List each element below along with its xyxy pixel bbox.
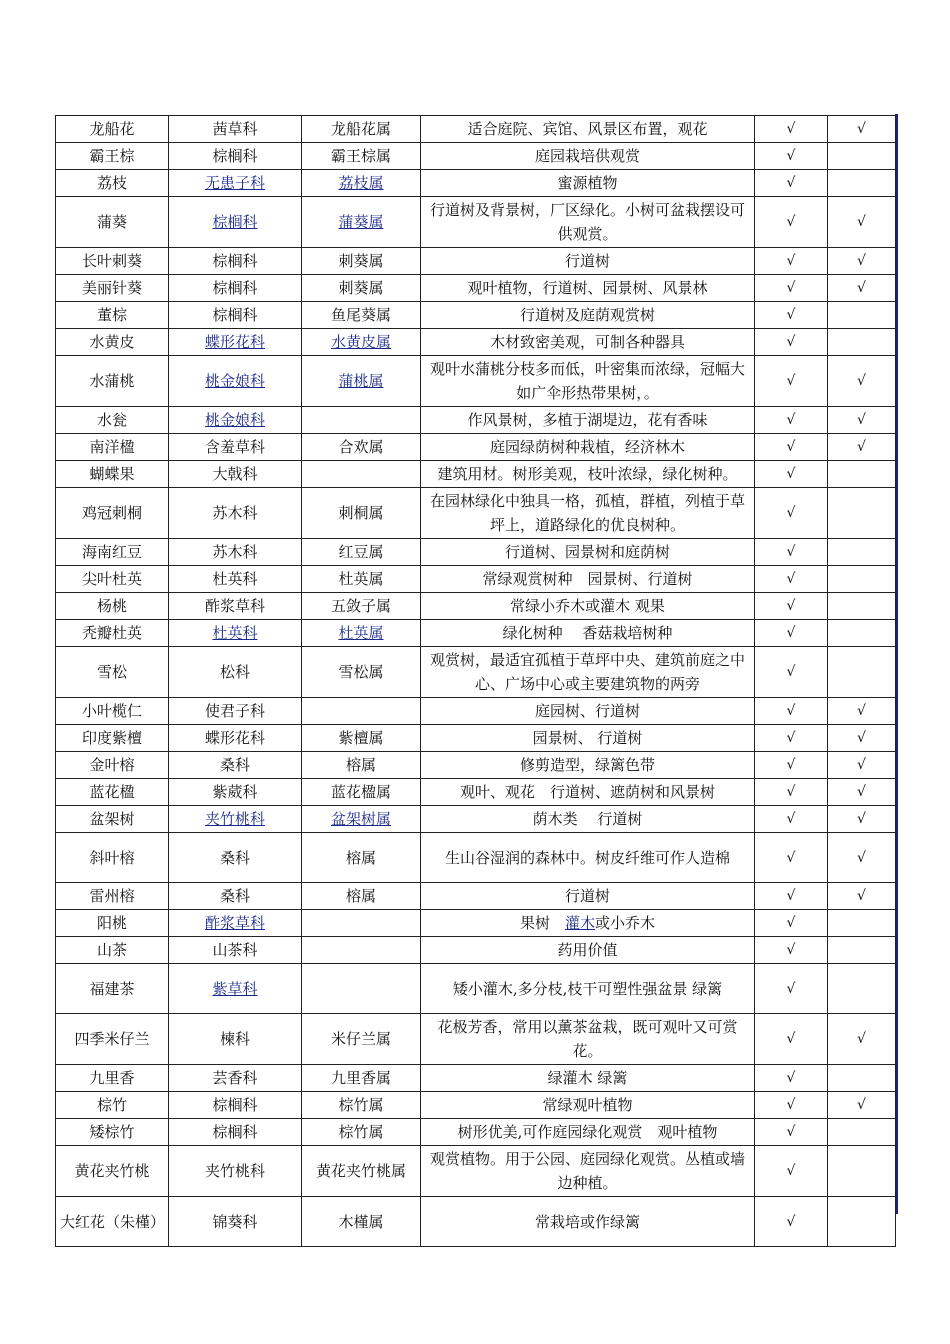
check-cell-1: √ <box>755 275 828 302</box>
family-link[interactable]: 无患子科 <box>204 174 265 192</box>
plant-name-cell: 小叶榄仁 <box>56 698 169 725</box>
check-cell-2: √ <box>828 248 896 275</box>
family-cell <box>169 170 302 197</box>
table-row <box>56 275 896 302</box>
check-cell-1: √ <box>755 356 828 407</box>
table-row <box>56 434 896 461</box>
family-cell: 棕榈科 <box>169 275 302 302</box>
plant-name-cell: 董棕 <box>56 302 169 329</box>
check-cell-2 <box>828 964 896 1014</box>
plant-name-cell: 杨桃 <box>56 593 169 620</box>
family-cell: 棕榈科 <box>169 1119 302 1146</box>
genus-link[interactable]: 蒲葵属 <box>338 213 384 231</box>
use-text-pre: 果树 <box>519 914 565 932</box>
plant-name-cell: 福建茶 <box>56 964 169 1014</box>
family-cell: 桑科 <box>169 833 302 883</box>
family-cell: 蝶形花科 <box>169 725 302 752</box>
plant-name-cell: 龙船花 <box>56 116 169 143</box>
family-cell <box>169 620 302 647</box>
check-cell-2 <box>828 566 896 593</box>
genus-cell: 黄花夹竹桃属 <box>302 1146 421 1197</box>
family-cell: 楝科 <box>169 1014 302 1065</box>
plant-name-cell: 黄花夹竹桃 <box>56 1146 169 1197</box>
family-cell: 棕榈科 <box>169 143 302 170</box>
check-cell-1: √ <box>755 1014 828 1065</box>
use-cell: 常绿观叶植物 <box>421 1092 755 1119</box>
plant-name-cell: 霸王棕 <box>56 143 169 170</box>
check-cell-1: √ <box>755 752 828 779</box>
genus-link[interactable]: 蒲桃属 <box>338 372 384 390</box>
check-cell-2: √ <box>828 779 896 806</box>
family-cell <box>169 910 302 937</box>
table-row <box>56 964 896 1014</box>
use-cell: 观叶、观花 行道树、遮荫树和风景树 <box>421 779 755 806</box>
check-cell-2 <box>828 620 896 647</box>
genus-cell: 榕属 <box>302 833 421 883</box>
table-row <box>56 1092 896 1119</box>
genus-cell: 蓝花楹属 <box>302 779 421 806</box>
table-row <box>56 566 896 593</box>
check-cell-2 <box>828 329 896 356</box>
genus-cell <box>302 964 421 1014</box>
family-link[interactable]: 杜英科 <box>212 624 258 642</box>
plant-name-cell: 斜叶榕 <box>56 833 169 883</box>
plant-name-cell: 蒲葵 <box>56 197 169 248</box>
check-cell-2: √ <box>828 275 896 302</box>
table-row <box>56 698 896 725</box>
check-cell-2 <box>828 170 896 197</box>
family-link[interactable]: 蝶形花科 <box>204 333 265 351</box>
check-cell-2: √ <box>828 698 896 725</box>
genus-cell <box>302 698 421 725</box>
use-cell: 行道树及庭荫观赏树 <box>421 302 755 329</box>
table-row <box>56 1197 896 1247</box>
plant-name-cell: 金叶榕 <box>56 752 169 779</box>
use-cell: 蜜源植物 <box>421 170 755 197</box>
check-cell-2: √ <box>828 356 896 407</box>
use-cell: 行道树 <box>421 883 755 910</box>
genus-cell <box>302 329 421 356</box>
check-cell-1: √ <box>755 566 828 593</box>
check-cell-1: √ <box>755 620 828 647</box>
plant-name-cell: 雪松 <box>56 647 169 698</box>
table-row <box>56 1065 896 1092</box>
plant-name-cell: 雷州榕 <box>56 883 169 910</box>
genus-cell: 榕属 <box>302 752 421 779</box>
check-cell-2 <box>828 1197 896 1247</box>
genus-cell: 九里香属 <box>302 1065 421 1092</box>
use-cell: 庭园绿荫树种栽植，经济林木 <box>421 434 755 461</box>
family-cell: 棕榈科 <box>169 1092 302 1119</box>
use-cell: 建筑用材。树形美观，枝叶浓绿，绿化树种。 <box>421 461 755 488</box>
table-row <box>56 833 896 883</box>
plant-name-cell: 山茶 <box>56 937 169 964</box>
plant-name-cell: 美丽针葵 <box>56 275 169 302</box>
family-cell: 棕榈科 <box>169 248 302 275</box>
use-cell: 修剪造型，绿篱色带 <box>421 752 755 779</box>
plant-name-cell: 水蒲桃 <box>56 356 169 407</box>
family-cell <box>169 964 302 1014</box>
use-cell: 观赏树，最适宜孤植于草坪中央、建筑前庭之中心、广场中心或主要建筑物的两旁 <box>421 647 755 698</box>
plant-name-cell: 秃瓣杜英 <box>56 620 169 647</box>
check-cell-2: √ <box>828 752 896 779</box>
genus-cell <box>302 170 421 197</box>
genus-cell: 五敛子属 <box>302 593 421 620</box>
genus-link[interactable]: 水黄皮属 <box>330 333 391 351</box>
genus-cell: 龙船花属 <box>302 116 421 143</box>
table-row <box>56 488 896 539</box>
check-cell-1: √ <box>755 434 828 461</box>
use-cell: 作风景树，多植于湖堤边，花有香味 <box>421 407 755 434</box>
genus-cell <box>302 461 421 488</box>
plant-name-cell: 海南红豆 <box>56 539 169 566</box>
use-cell: 观叶植物，行道树、园景树、风景林 <box>421 275 755 302</box>
table-row <box>56 647 896 698</box>
table-row <box>56 356 896 407</box>
table-row <box>56 937 896 964</box>
check-cell-2: √ <box>828 197 896 248</box>
check-cell-1: √ <box>755 407 828 434</box>
check-cell-2 <box>828 143 896 170</box>
check-cell-1: √ <box>755 725 828 752</box>
genus-cell: 鱼尾葵属 <box>302 302 421 329</box>
use-cell: 矮小灌木,多分枝,枝干可塑性强盆景 绿篱 <box>421 964 755 1014</box>
family-link[interactable]: 紫草科 <box>212 979 258 998</box>
family-cell <box>169 329 302 356</box>
plant-name-cell: 南洋楹 <box>56 434 169 461</box>
use-cell: 行道树 <box>421 248 755 275</box>
check-cell-2 <box>828 302 896 329</box>
use-cell: 行道树、园景树和庭荫树 <box>421 539 755 566</box>
check-cell-1: √ <box>755 1065 828 1092</box>
plant-name-cell: 阳桃 <box>56 910 169 937</box>
plant-name-cell: 蝴蝶果 <box>56 461 169 488</box>
family-cell: 使君子科 <box>169 698 302 725</box>
plant-name-cell: 九里香 <box>56 1065 169 1092</box>
check-cell-2: √ <box>828 1092 896 1119</box>
check-cell-2 <box>828 1065 896 1092</box>
genus-link[interactable]: 盆架树属 <box>330 810 391 828</box>
genus-cell: 红豆属 <box>302 539 421 566</box>
check-cell-1: √ <box>755 883 828 910</box>
family-link[interactable]: 酢浆草科 <box>204 914 265 932</box>
check-cell-2 <box>828 539 896 566</box>
table-row <box>56 407 896 434</box>
genus-cell: 雪松属 <box>302 647 421 698</box>
check-cell-2 <box>828 488 896 539</box>
table-row <box>56 170 896 197</box>
family-cell: 酢浆草科 <box>169 593 302 620</box>
check-cell-1: √ <box>755 143 828 170</box>
table-row <box>56 779 896 806</box>
plant-name-cell: 盆架树 <box>56 806 169 833</box>
family-cell: 松科 <box>169 647 302 698</box>
use-cell: 花极芳香，常用以薰茶盆栽，既可观叶又可赏花。 <box>421 1014 755 1065</box>
use-text-post: 或小乔木 <box>595 914 656 932</box>
table-row <box>56 1146 896 1197</box>
check-cell-1: √ <box>755 116 828 143</box>
genus-cell: 米仔兰属 <box>302 1014 421 1065</box>
check-cell-1: √ <box>755 539 828 566</box>
family-cell: 苏木科 <box>169 539 302 566</box>
check-cell-2: √ <box>828 116 896 143</box>
family-link[interactable]: 桃金娘科 <box>204 372 265 390</box>
use-cell: 常绿观赏树种 园景树、行道树 <box>421 566 755 593</box>
family-cell: 紫葳科 <box>169 779 302 806</box>
table-row <box>56 143 896 170</box>
plant-name-cell: 矮棕竹 <box>56 1119 169 1146</box>
genus-cell: 紫檀属 <box>302 725 421 752</box>
use-cell: 荫木类 行道树 <box>421 806 755 833</box>
table-row <box>56 116 896 143</box>
genus-link[interactable]: 荔枝属 <box>338 174 384 192</box>
genus-cell: 棕竹属 <box>302 1092 421 1119</box>
plant-name-cell: 棕竹 <box>56 1092 169 1119</box>
check-cell-1: √ <box>755 1197 828 1247</box>
check-cell-2 <box>828 647 896 698</box>
table-row <box>56 248 896 275</box>
check-cell-1: √ <box>755 248 828 275</box>
plant-name-cell: 长叶刺葵 <box>56 248 169 275</box>
family-link[interactable]: 夹竹桃科 <box>204 810 265 828</box>
genus-cell: 杜英属 <box>302 566 421 593</box>
family-cell: 芸香科 <box>169 1065 302 1092</box>
check-cell-1: √ <box>755 647 828 698</box>
genus-cell <box>302 806 421 833</box>
family-cell <box>169 806 302 833</box>
table-row <box>56 620 896 647</box>
plant-name-cell: 印度紫檀 <box>56 725 169 752</box>
plant-name-cell: 大红花（朱槿） <box>56 1197 169 1247</box>
genus-cell <box>302 910 421 937</box>
use-cell: 观赏植物。用于公园、庭园绿化观赏。丛植或墙边种植。 <box>421 1146 755 1197</box>
table-row <box>56 593 896 620</box>
genus-cell: 刺葵属 <box>302 275 421 302</box>
use-cell: 庭园树、行道树 <box>421 698 755 725</box>
plant-name-cell: 鸡冠刺桐 <box>56 488 169 539</box>
family-cell: 桑科 <box>169 883 302 910</box>
use-cell: 常栽培或作绿篱 <box>421 1197 755 1247</box>
check-cell-2: √ <box>828 725 896 752</box>
check-cell-2 <box>828 910 896 937</box>
check-cell-2 <box>828 937 896 964</box>
check-cell-2 <box>828 1146 896 1197</box>
genus-cell <box>302 356 421 407</box>
check-cell-1: √ <box>755 1146 828 1197</box>
check-cell-2: √ <box>828 1014 896 1065</box>
plant-table <box>55 115 896 1247</box>
family-cell: 茜草科 <box>169 116 302 143</box>
check-cell-1: √ <box>755 302 828 329</box>
plant-name-cell: 蓝花楹 <box>56 779 169 806</box>
genus-cell: 合欢属 <box>302 434 421 461</box>
check-cell-1: √ <box>755 806 828 833</box>
family-cell <box>169 197 302 248</box>
family-link[interactable]: 棕榈科 <box>212 213 258 231</box>
table-row <box>56 461 896 488</box>
family-cell: 含羞草科 <box>169 434 302 461</box>
check-cell-1: √ <box>755 779 828 806</box>
use-cell: 木材致密美观，可制各种器具 <box>421 329 755 356</box>
genus-cell: 刺葵属 <box>302 248 421 275</box>
check-cell-1: √ <box>755 937 828 964</box>
use-cell <box>421 910 755 937</box>
use-cell: 观叶水蒲桃分枝多而低，叶密集而浓绿，冠幅大如广伞形热带果树，。 <box>421 356 755 407</box>
check-cell-1: √ <box>755 1119 828 1146</box>
check-cell-1: √ <box>755 461 828 488</box>
use-link[interactable]: 灌木 <box>564 914 595 932</box>
genus-cell <box>302 407 421 434</box>
table-row <box>56 329 896 356</box>
family-cell: 山茶科 <box>169 937 302 964</box>
table-row <box>56 725 896 752</box>
table-row <box>56 197 896 248</box>
table-row <box>56 539 896 566</box>
use-cell: 常绿小乔木或灌木 观果 <box>421 593 755 620</box>
use-cell: 生山谷湿润的森林中。树皮纤维可作人造棉 <box>421 833 755 883</box>
plant-name-cell: 水黄皮 <box>56 329 169 356</box>
use-cell: 园景树、 行道树 <box>421 725 755 752</box>
table-row <box>56 1014 896 1065</box>
check-cell-1: √ <box>755 964 828 1014</box>
plant-table-body <box>56 116 896 1247</box>
genus-cell: 霸王棕属 <box>302 143 421 170</box>
table-row <box>56 910 896 937</box>
use-cell: 绿灌木 绿篱 <box>421 1065 755 1092</box>
family-cell: 桑科 <box>169 752 302 779</box>
genus-cell <box>302 937 421 964</box>
use-cell: 在园林绿化中独具一格，孤植，群植，列植于草坪上，道路绿化的优良树种。 <box>421 488 755 539</box>
check-cell-2 <box>828 1119 896 1146</box>
plant-name-cell: 四季米仔兰 <box>56 1014 169 1065</box>
family-cell: 棕榈科 <box>169 302 302 329</box>
table-row <box>56 883 896 910</box>
genus-cell <box>302 197 421 248</box>
check-cell-2: √ <box>828 883 896 910</box>
use-cell: 适合庭院、宾馆、风景区布置，观花 <box>421 116 755 143</box>
plant-name-cell: 尖叶杜英 <box>56 566 169 593</box>
genus-cell: 刺桐属 <box>302 488 421 539</box>
plant-name-cell: 水瓮 <box>56 407 169 434</box>
use-cell: 庭园栽培供观赏 <box>421 143 755 170</box>
family-cell: 夹竹桃科 <box>169 1146 302 1197</box>
check-cell-2 <box>828 461 896 488</box>
use-cell: 行道树及背景树，厂区绿化。小树可盆栽摆设可供观赏。 <box>421 197 755 248</box>
check-cell-1: √ <box>755 170 828 197</box>
genus-cell: 榕属 <box>302 883 421 910</box>
check-cell-2: √ <box>828 806 896 833</box>
check-cell-1: √ <box>755 197 828 248</box>
check-cell-1: √ <box>755 488 828 539</box>
family-cell <box>169 356 302 407</box>
family-cell: 杜英科 <box>169 566 302 593</box>
table-row <box>56 752 896 779</box>
check-cell-1: √ <box>755 1092 828 1119</box>
use-cell: 绿化树种 香菇栽培树种 <box>421 620 755 647</box>
family-cell <box>169 407 302 434</box>
genus-cell: 棕竹属 <box>302 1119 421 1146</box>
check-cell-2: √ <box>828 434 896 461</box>
family-cell: 大戟科 <box>169 461 302 488</box>
genus-cell <box>302 620 421 647</box>
check-cell-2: √ <box>828 833 896 883</box>
check-cell-1: √ <box>755 833 828 883</box>
family-link[interactable]: 桃金娘科 <box>204 411 265 429</box>
family-cell: 苏木科 <box>169 488 302 539</box>
use-cell: 药用价值 <box>421 937 755 964</box>
plant-name-cell: 荔枝 <box>56 170 169 197</box>
table-row <box>56 806 896 833</box>
check-cell-1: √ <box>755 698 828 725</box>
table-row <box>56 302 896 329</box>
table-row <box>56 1119 896 1146</box>
check-cell-1: √ <box>755 593 828 620</box>
genus-link[interactable]: 杜英属 <box>338 624 384 642</box>
use-cell: 树形优美,可作庭园绿化观赏 观叶植物 <box>421 1119 755 1146</box>
check-cell-1: √ <box>755 329 828 356</box>
check-cell-2: √ <box>828 407 896 434</box>
genus-cell: 木槿属 <box>302 1197 421 1247</box>
family-cell: 锦葵科 <box>169 1197 302 1247</box>
check-cell-2 <box>828 593 896 620</box>
check-cell-1: √ <box>755 910 828 937</box>
